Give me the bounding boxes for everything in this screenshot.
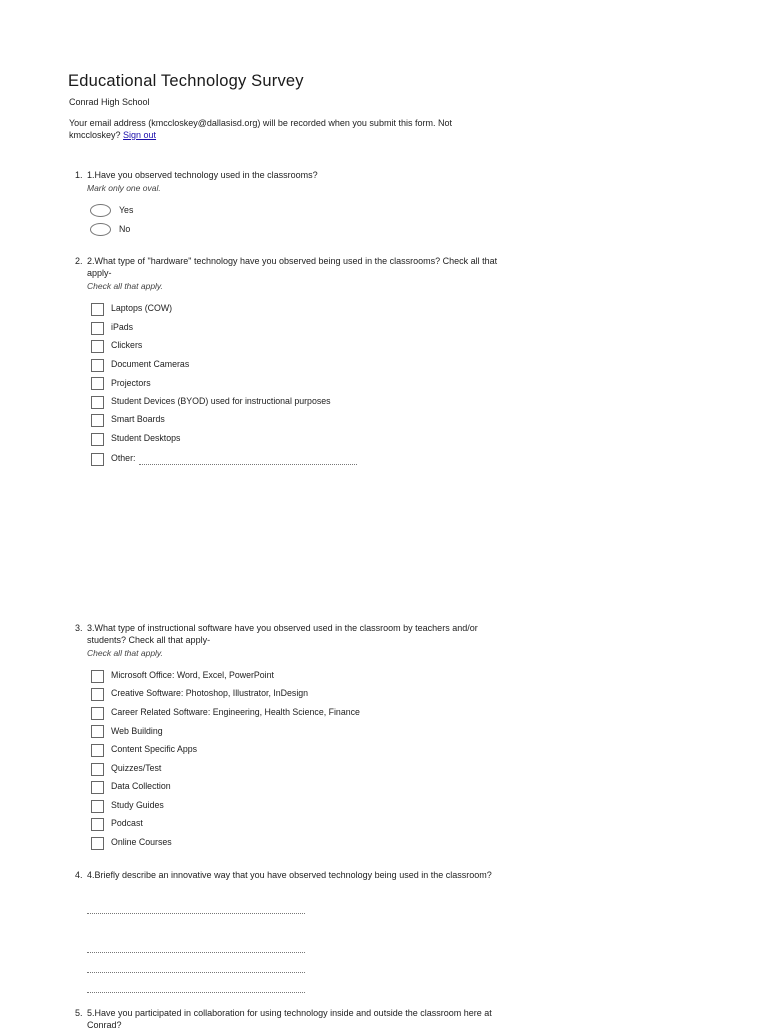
checkbox-laptops[interactable] — [91, 303, 104, 316]
checkbox-web-building[interactable] — [91, 725, 104, 738]
checkbox-microsoft-office[interactable] — [91, 670, 104, 683]
email-notice — [69, 117, 499, 141]
checkbox-label: Online Courses — [111, 837, 172, 847]
form-title: Educational Technology Survey — [68, 72, 304, 90]
question-1 — [75, 170, 517, 182]
checkbox-clickers[interactable] — [91, 340, 104, 353]
question-2-number: 2. — [75, 256, 83, 266]
question-5-text: 5.Have you participated in collaboration for using technology inside and outside the classroom here at Conrad? — [87, 1008, 492, 1030]
question-4-text: 4.Briefly describe an innovative way that you have observed technology being used in the classroom? — [87, 870, 492, 880]
checkbox-label: Creative Software: Photoshop, Illustrator, InDesign — [111, 688, 309, 698]
question-3-text: 3.What type of instructional software have you observed used in the classroom by teachers and/or students? Check all that apply- — [87, 623, 478, 645]
question-5 — [75, 1008, 517, 1031]
checkbox-label: Clickers — [111, 340, 143, 350]
question-4-number: 4. — [75, 870, 83, 880]
checkbox-ipads[interactable] — [91, 322, 104, 335]
checkbox-label: Microsoft Office: Word, Excel, PowerPoint — [111, 670, 274, 680]
question-3-hint: Check all that apply. — [87, 648, 163, 658]
question-1-hint: Mark only one oval. — [87, 183, 161, 193]
checkbox-projectors[interactable] — [91, 377, 104, 390]
question-2-hint: Check all that apply. — [87, 281, 163, 291]
radio-no[interactable] — [90, 223, 111, 236]
checkbox-label: Data Collection — [111, 781, 171, 791]
checkbox-label: Podcast — [111, 818, 143, 828]
checkbox-label: Student Devices (BYOD) used for instructional purposes — [111, 396, 331, 406]
question-2 — [75, 256, 517, 279]
checkbox-label: Quizzes/Test — [111, 763, 162, 773]
checkbox-content-apps[interactable] — [91, 744, 104, 757]
checkbox-label: Study Guides — [111, 800, 164, 810]
checkbox-career-software[interactable] — [91, 707, 104, 720]
checkbox-podcast[interactable] — [91, 818, 104, 831]
radio-label-no: No — [119, 224, 131, 234]
checkbox-label: Laptops (COW) — [111, 303, 173, 313]
question-1-number: 1. — [75, 170, 83, 180]
answer-line-2[interactable] — [87, 952, 305, 953]
checkbox-study-guides[interactable] — [91, 800, 104, 813]
checkbox-label: Other: — [111, 453, 136, 463]
checkbox-smart-boards[interactable] — [91, 414, 104, 427]
checkbox-label: Content Specific Apps — [111, 744, 198, 754]
checkbox-creative-software[interactable] — [91, 688, 104, 701]
checkbox-label: Smart Boards — [111, 414, 165, 424]
checkbox-label: Student Desktops — [111, 433, 181, 443]
question-3-number: 3. — [75, 623, 83, 633]
other-text-field[interactable] — [139, 464, 357, 465]
form-subtitle: Conrad High School — [69, 97, 150, 107]
checkbox-document-cameras[interactable] — [91, 359, 104, 372]
checkbox-label: Document Cameras — [111, 359, 190, 369]
question-5-number: 5. — [75, 1008, 83, 1018]
checkbox-student-desktops[interactable] — [91, 433, 104, 446]
question-2-text: 2.What type of "hardware" technology have you observed being used in the classrooms? Check all that apply- — [87, 256, 498, 278]
checkbox-student-devices[interactable] — [91, 396, 104, 409]
answer-line-3[interactable] — [87, 972, 305, 973]
checkbox-label: iPads — [111, 322, 134, 332]
question-3 — [75, 623, 517, 646]
checkbox-data-collection[interactable] — [91, 781, 104, 794]
sign-out-link[interactable]: Sign out — [123, 130, 157, 140]
checkbox-label: Career Related Software: Engineering, Health Science, Finance — [111, 707, 360, 717]
radio-yes[interactable] — [90, 204, 111, 217]
checkbox-quizzes[interactable] — [91, 763, 104, 776]
checkbox-label: Projectors — [111, 378, 151, 388]
checkbox-other[interactable] — [91, 453, 104, 466]
question-4 — [75, 870, 517, 882]
answer-line-1[interactable] — [87, 913, 305, 914]
checkbox-online-courses[interactable] — [91, 837, 104, 850]
checkbox-label: Web Building — [111, 726, 163, 736]
radio-label-yes: Yes — [119, 205, 134, 215]
answer-line-4[interactable] — [87, 992, 305, 993]
email-notice-text: Your email address (kmccloskey@dallasisd.org) will be recorded when you submit this form. Not kmccloskey? — [69, 118, 452, 140]
question-1-text: 1.Have you observed technology used in the classrooms? — [87, 170, 318, 180]
